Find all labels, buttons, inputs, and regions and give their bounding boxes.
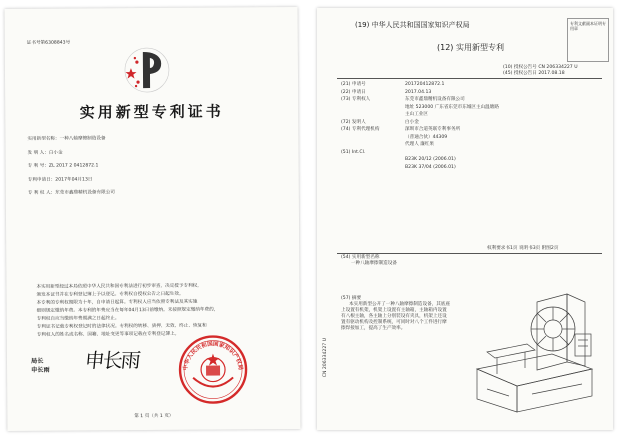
patent-front-page	[317, 8, 613, 430]
office-name: (19) 中华人民共和国国家知识产权局	[355, 21, 470, 29]
certificate-fields	[27, 135, 277, 205]
vertical-publication-number: CN 206334227 U	[323, 338, 328, 378]
field-row: 专利申请日：2017年04月13日	[27, 177, 93, 183]
pages-note: 权利要求书1页 说明书3页 附图2页	[487, 246, 559, 251]
field-row: 专 利 号：ZL 2017 2 0412872.1	[27, 163, 99, 170]
copy-certification-stamp: 专利文献副本证明专用章	[567, 18, 609, 62]
certificate-title: 实用新型专利证书	[79, 102, 224, 122]
field-row: 发 明 人：白小金	[27, 150, 63, 156]
cnipa-logo-icon	[123, 44, 171, 96]
director-signature: 申长雨	[83, 348, 141, 373]
field-row: 专 利 权 人：东莞市鑫鼎精机设备有限公司	[27, 190, 115, 197]
patent-certificate	[5, 7, 301, 431]
patent-type: (12) 实用新型专利	[437, 43, 504, 52]
certificate-number: 证书号第6308843号	[26, 40, 71, 46]
divider	[337, 78, 602, 79]
divider	[337, 253, 602, 254]
publication-info: (10) 授权公告号 CN 206334227 U (45) 授权公告日 2017.08.18	[503, 65, 578, 76]
field-row: 实用新型名称：一种八轴摩擦制造设备	[27, 136, 106, 142]
bibliographic-data: (21) 申请号 201720412872.1 (22) 申请日 2017.04.13 (73) 专利权人 东莞市鑫鼎精机设备有限公司 地址 523000 广东省东莞市东城区主山温塘路 主山工业区 (72) 发明人 白小金 (74) 专利代理机构 深圳市合道英联专利事务所 （普通合伙）44309 代理人 廉红果 (51) Int.Cl. B23K 20/12 (2006.01) B23K 37/04 (2006.01)	[341, 82, 499, 170]
director-label: 局长 申长雨	[30, 357, 50, 374]
abstract: (57) 摘要 本实用新型公开了一种八轴摩擦制造设备，其底座上设置有机架，机架上设置有主轴箱，主轴箱内设置有八根主轴，各主轴上分别装设有夹具，机架上还设置有驱动机构及控制系统，可同时对八个工件进行摩擦焊接加工，提高了生产效率。	[341, 296, 451, 331]
certificate-body-text: 本实用新型经过本局依照中华人民共和国专利法进行初步审查，决定授予专利权， 颁发本证书并在专利登记簿上予以登记。专利权自授权公告之日起生效。 本专利的专利权期限为十年，自申请日起算。专利权人应当依照专利法及其实施 细则规定缴纳年费。本专利的年费应当在每年04月13日前缴纳。未按照规定缴纳年费的， 专利权自应当缴纳年费期满之日起终止。 专利证书记载专利权登记时的法律状况。专利权的转移、质押、无效、终止、恢复和 专利权人的姓名或名称、国籍、地址变更等事项记载在专利登记簿上。	[36, 283, 219, 338]
page-number: 第 1 页（共 1 页）	[134, 413, 174, 420]
machine-drawing-icon	[457, 274, 607, 414]
official-seal-icon	[177, 333, 250, 406]
seal-text: 中华人民共和国国家知识产权局	[182, 341, 244, 371]
utility-model-name: (54) 实用新型名称 一种八轴摩擦制造设备	[341, 255, 397, 266]
